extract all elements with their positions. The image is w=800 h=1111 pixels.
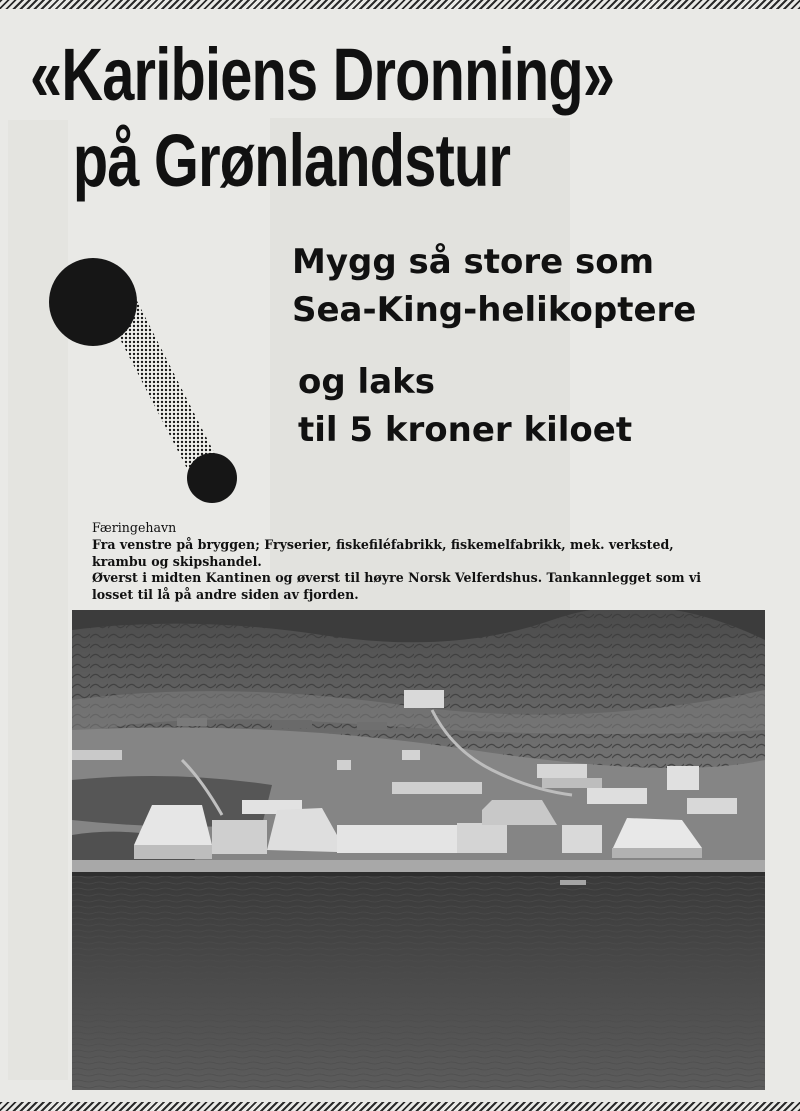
photo-caption (92, 520, 732, 604)
pin-large-dot (49, 258, 137, 346)
caption-line-2: Øverst i midten Kantinen og øverst til høyre Norsk Velferdshus. Tankannlegget som vi losset til lå på andre siden av fjorden. (92, 570, 702, 603)
pin-small-dot (187, 453, 237, 503)
bottom-border (0, 1102, 800, 1111)
subheadline-line-1: Mygg så store som (292, 242, 655, 282)
caption-place: Færingehavn (92, 520, 177, 535)
subheadline-line-3: og laks (298, 362, 435, 402)
subheadline-line-2: Sea-King-helikoptere (292, 290, 697, 330)
pin-graphic (0, 0, 260, 520)
subheadline-line-4: til 5 kroner kiloet (298, 410, 633, 450)
bleed-through-column-right (764, 600, 798, 1080)
caption-line-1: Fra venstre på bryggen; Fryserier, fiskefiléfabrikk, fiskemelfabrikk, mek. verksted, krambu og skipshandel. (92, 536, 674, 569)
headline-line-2: på Grønlandstur (72, 119, 511, 202)
subheadline-block-1 (292, 238, 696, 334)
headline-line-1: «Karibiens Dronning» (30, 33, 615, 116)
harbour-photo (72, 610, 765, 1090)
subheadline-block-2 (298, 358, 632, 454)
